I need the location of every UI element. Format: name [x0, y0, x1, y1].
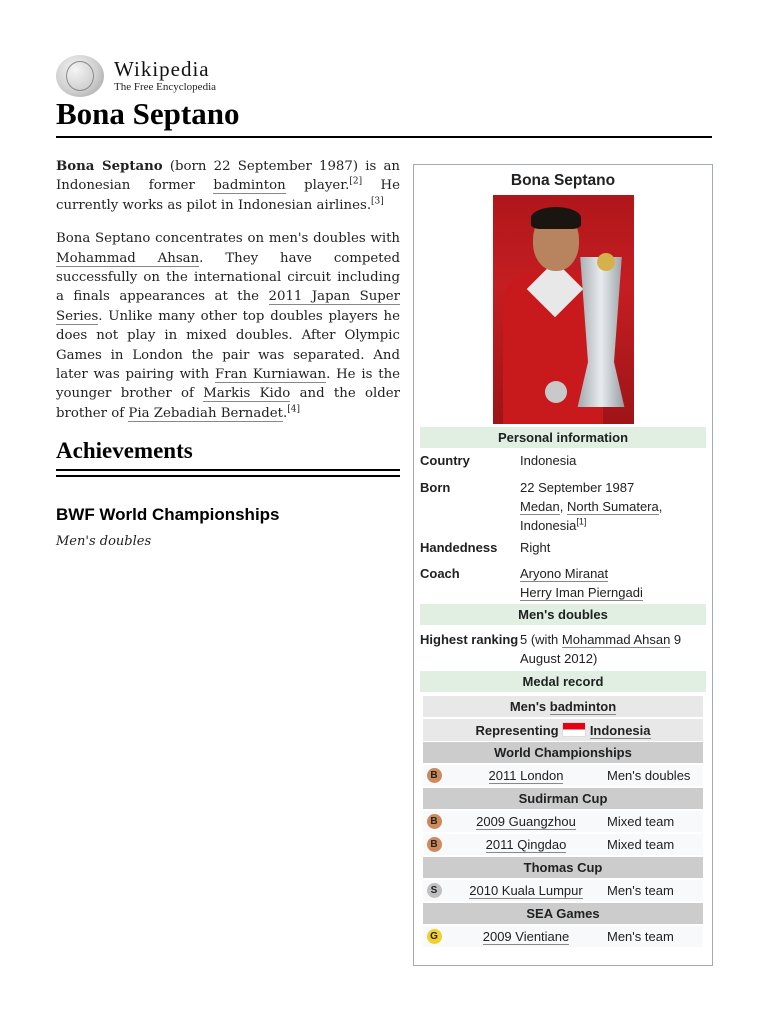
medal-icon: B	[427, 768, 442, 783]
ref-link[interactable]: [1]	[576, 516, 587, 527]
section-divider	[56, 469, 400, 471]
intro-text: player.	[285, 178, 350, 194]
born-sep: ,	[658, 499, 663, 514]
medal-icon-cell	[423, 768, 445, 783]
medal-representing	[423, 719, 703, 741]
subsection-heading: BWF World Championships	[56, 505, 280, 524]
para-text: . Unlike many other top doubles players he does not play in mixed doubles. After Olympic Games in London the pair was separated. And later was pairing with	[56, 308, 400, 383]
link-aryono-miranat[interactable]: Aryono Miranat	[520, 566, 609, 581]
label-ranking: Highest ranking	[420, 632, 519, 647]
medal-row	[423, 834, 703, 855]
value-coach	[520, 564, 706, 602]
ranking-text: 5 (with	[520, 632, 562, 647]
row-coach	[420, 564, 706, 602]
link-medan[interactable]: Medan	[520, 499, 560, 514]
section-divider	[56, 475, 400, 477]
medal-row	[423, 765, 703, 786]
medal-event-link[interactable]: 2009 Guangzhou	[476, 814, 576, 829]
value-ranking	[520, 630, 706, 668]
ref-link[interactable]: [3]	[371, 196, 384, 207]
photo-medal	[597, 253, 615, 271]
medal-category: Mixed team	[607, 814, 675, 829]
wikipedia-tagline: The Free Encyclopedia	[114, 81, 217, 93]
link-pia-zebadiah-bernadet[interactable]: Pia Zebadiah Bernadet	[128, 405, 283, 421]
born-sep: ,	[559, 499, 567, 514]
medal-event-header: World Championships	[423, 742, 703, 763]
link-badminton[interactable]: badminton	[549, 699, 617, 714]
section-header-personal: Personal information	[420, 427, 706, 448]
link-indonesia[interactable]: Indonesia	[589, 723, 651, 738]
medal-event-link[interactable]: 2009 Vientiane	[482, 929, 570, 944]
para-text: and the older brother of	[56, 386, 400, 421]
medal-event-header: Sudirman Cup	[423, 788, 703, 809]
wikipedia-wordmark: Wikipedia	[114, 57, 210, 81]
para-text: Bona Septano concentrates on men's doubles with	[56, 231, 400, 247]
row-country	[420, 453, 706, 468]
row-handedness	[420, 540, 706, 555]
intro-paragraph	[56, 157, 400, 215]
value-handedness: Right	[520, 540, 551, 555]
born-country: Indonesia	[520, 518, 577, 533]
title-divider	[56, 136, 712, 138]
link-markis-kido[interactable]: Markis Kido	[203, 386, 291, 402]
medal-event-header: SEA Games	[423, 903, 703, 924]
medal-icon-cell	[423, 929, 445, 944]
medal-category: Men's doubles	[607, 768, 691, 783]
link-japan-super-series[interactable]: 2011 Japan Super Series	[56, 289, 400, 324]
row-born	[420, 478, 706, 535]
medal-category: Men's team	[607, 929, 674, 944]
medal-event-link[interactable]: 2011 Qingdao	[485, 837, 567, 852]
born-date: 22 September 1987	[520, 480, 635, 495]
article-body	[56, 157, 400, 437]
photo-medal	[545, 381, 567, 403]
row-ranking	[420, 630, 706, 668]
medal-category: Mixed team	[607, 837, 675, 852]
medal-icon-cell	[423, 837, 445, 852]
label-coach: Coach	[420, 566, 460, 581]
label-country: Country	[420, 453, 470, 468]
sport-text: Men's	[509, 699, 550, 714]
indonesia-flag-icon	[562, 722, 586, 737]
medal-icon: B	[427, 814, 442, 829]
photo-hair	[531, 207, 581, 229]
infobox	[413, 164, 713, 966]
link-badminton[interactable]: badminton	[213, 178, 286, 194]
medal-row	[423, 811, 703, 832]
medal-icon: S	[427, 883, 442, 898]
medal-row	[423, 880, 703, 901]
medal-sport	[423, 696, 703, 717]
ref-link[interactable]: [4]	[287, 404, 300, 415]
section-header-doubles: Men's doubles	[420, 604, 706, 625]
link-north-sumatera[interactable]: North Sumatera	[566, 499, 659, 514]
link-herry-iman-pierngadi[interactable]: Herry Iman Pierngadi	[520, 585, 643, 600]
medal-icon-cell	[423, 883, 445, 898]
label-handedness: Handedness	[420, 540, 498, 555]
medal-category: Men's team	[607, 883, 674, 898]
label-born: Born	[420, 480, 451, 495]
player-photo[interactable]	[493, 195, 634, 424]
section-header-medals: Medal record	[420, 671, 706, 692]
section-heading-achievements: Achievements	[56, 438, 193, 463]
career-paragraph	[56, 229, 400, 423]
wikipedia-globe-icon	[56, 55, 104, 97]
medal-event-link[interactable]: 2011 London	[488, 768, 564, 783]
intro-text: He currently works as pilot in Indonesian airlines.	[56, 178, 401, 213]
medal-event-header: Thomas Cup	[423, 857, 703, 878]
link-mohammad-ahsan[interactable]: Mohammad Ahsan	[56, 250, 200, 266]
link-mohammad-ahsan[interactable]: Mohammad Ahsan	[561, 632, 671, 647]
para-text: . They have competed successfully on the international circuit including a finals appearances at the	[56, 250, 400, 305]
intro-text: (born 22 September 1987) is an Indonesian former	[56, 159, 400, 194]
medal-icon-cell	[423, 814, 445, 829]
value-country: Indonesia	[520, 453, 577, 468]
value-born	[520, 478, 706, 535]
medal-event-link[interactable]: 2010 Kuala Lumpur	[469, 883, 583, 898]
ranking-text: 9 August 2012)	[520, 632, 682, 666]
para-text: .	[283, 405, 288, 421]
medal-row	[423, 926, 703, 947]
para-text: . He is the younger brother of	[56, 367, 400, 402]
infobox-title: Bona Septano	[510, 172, 616, 189]
page-title: Bona Septano	[56, 96, 240, 131]
representing-text: Representing	[475, 723, 563, 738]
medal-icon: G	[427, 929, 442, 944]
medal-icon: B	[427, 837, 442, 852]
ref-link[interactable]: [2]	[349, 176, 363, 187]
table-caption: Men's doubles	[56, 534, 152, 549]
link-fran-kurniawan[interactable]: Fran Kurniawan	[215, 367, 327, 383]
subject-name: Bona Septano	[56, 159, 163, 174]
wikipedia-logo[interactable]	[56, 54, 216, 98]
